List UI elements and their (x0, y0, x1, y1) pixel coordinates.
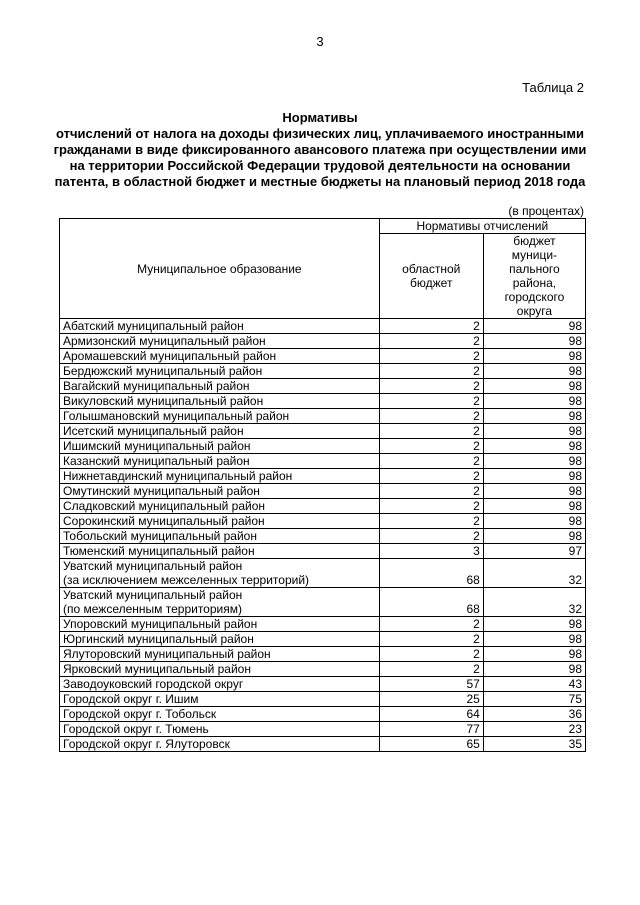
local-value: 32 (483, 588, 585, 617)
table-row (60, 737, 586, 752)
page-number: 3 (316, 34, 324, 49)
regional-value: 2 (379, 469, 483, 484)
local-value: 98 (483, 662, 585, 677)
table-row (60, 559, 586, 588)
local-value: 98 (483, 529, 585, 544)
regional-value: 2 (379, 484, 483, 499)
regional-value: 2 (379, 617, 483, 632)
table-row (60, 588, 586, 617)
table-row (60, 349, 586, 364)
title-line: патента, в областной бюджет и местные бюджеты на плановый период 2018 года (54, 174, 586, 189)
local-value: 98 (483, 349, 585, 364)
header-text: округа (516, 304, 553, 318)
municipality-name: Юргинский муниципальный район (60, 632, 380, 647)
local-value: 43 (483, 677, 585, 692)
local-value: 98 (483, 617, 585, 632)
local-value: 98 (483, 319, 585, 334)
header-regional-budget (379, 234, 483, 319)
municipality-name: Голышмановский муниципальный район (60, 409, 380, 424)
header-text: района, (512, 276, 557, 290)
table-row (60, 647, 586, 662)
table-row (60, 514, 586, 529)
local-value: 98 (483, 394, 585, 409)
table-row (60, 484, 586, 499)
local-value: 98 (483, 364, 585, 379)
regional-value: 64 (379, 707, 483, 722)
municipality-name: Викуловский муниципальный район (60, 394, 380, 409)
table-row (60, 617, 586, 632)
municipality-name: Заводоуковский городской округ (60, 677, 380, 692)
table-row (60, 469, 586, 484)
municipality-name: Армизонский муниципальный район (60, 334, 380, 349)
local-value: 98 (483, 379, 585, 394)
local-value: 36 (483, 707, 585, 722)
municipality-name: Городской округ г. Тобольск (60, 707, 380, 722)
regional-value: 2 (379, 319, 483, 334)
header-text: пального (509, 262, 560, 276)
local-value: 98 (483, 647, 585, 662)
local-value: 32 (483, 559, 585, 588)
name-line: Уватский муниципальный район (63, 588, 243, 602)
table-row (60, 409, 586, 424)
table-row (60, 499, 586, 514)
table-row (60, 394, 586, 409)
municipality-name: Городской округ г. Ялуторовск (60, 737, 380, 752)
header-text: городского (504, 290, 565, 304)
regional-value: 2 (379, 394, 483, 409)
local-value: 23 (483, 722, 585, 737)
municipality-name: Городской округ г. Ишим (60, 692, 380, 707)
table-row (60, 379, 586, 394)
local-value: 98 (483, 484, 585, 499)
regional-value: 68 (379, 588, 483, 617)
regional-value: 25 (379, 692, 483, 707)
municipality-name: Вагайский муниципальный район (60, 379, 380, 394)
header-text: муници- (511, 248, 558, 262)
regional-value: 3 (379, 544, 483, 559)
municipality-name: Бердюжский муниципальный район (60, 364, 380, 379)
name-line: Уватский муниципальный район (63, 559, 243, 573)
table-row (60, 662, 586, 677)
units-note: (в процентах) (508, 204, 584, 218)
municipality-name: Тобольский муниципальный район (60, 529, 380, 544)
municipality-name (60, 588, 380, 617)
table-row (60, 632, 586, 647)
municipality-name: Омутинский муниципальный район (60, 484, 380, 499)
table-row (60, 439, 586, 454)
regional-value: 2 (379, 409, 483, 424)
municipality-name: Ялуторовский муниципальный район (60, 647, 380, 662)
local-value: 97 (483, 544, 585, 559)
header-municipality: Муниципальное образование (60, 219, 380, 319)
regional-value: 2 (379, 334, 483, 349)
local-value: 98 (483, 424, 585, 439)
header-group: Нормативы отчислений (379, 219, 585, 234)
local-value: 98 (483, 439, 585, 454)
title-line: гражданами в виде фиксированного авансового платежа при осуществлении ими (53, 142, 587, 157)
local-value: 98 (483, 409, 585, 424)
header-local-budget (483, 234, 585, 319)
municipality-name: Абатский муниципальный район (60, 319, 380, 334)
table-row (60, 454, 586, 469)
regional-value: 77 (379, 722, 483, 737)
municipality-name: Городской округ г. Тюмень (60, 722, 380, 737)
local-value: 98 (483, 334, 585, 349)
header-text: бюджет (513, 234, 556, 248)
regional-value: 2 (379, 632, 483, 647)
regional-value: 2 (379, 514, 483, 529)
local-value: 98 (483, 632, 585, 647)
table-row (60, 334, 586, 349)
municipality-name: Ишимский муниципальный район (60, 439, 380, 454)
title-line: отчислений от налога на доходы физических лиц, уплачиваемого иностранными (55, 126, 585, 141)
regional-value: 2 (379, 454, 483, 469)
table-row (60, 424, 586, 439)
regional-value: 2 (379, 499, 483, 514)
local-value: 35 (483, 737, 585, 752)
regional-value: 2 (379, 424, 483, 439)
table-row (60, 692, 586, 707)
table-row (60, 677, 586, 692)
norms-table (59, 218, 586, 752)
table-row (60, 707, 586, 722)
regional-value: 2 (379, 349, 483, 364)
regional-value: 2 (379, 647, 483, 662)
regional-value: 2 (379, 439, 483, 454)
local-value: 98 (483, 514, 585, 529)
local-value: 98 (483, 499, 585, 514)
table-row (60, 319, 586, 334)
municipality-name: Упоровский муниципальный район (60, 617, 380, 632)
municipality-name: Казанский муниципальный район (60, 454, 380, 469)
table-row (60, 722, 586, 737)
regional-value: 65 (379, 737, 483, 752)
title-line: на территории Российской Федерации трудовой деятельности на основании (69, 158, 571, 173)
local-value: 98 (483, 469, 585, 484)
municipality-name: Нижнетавдинский муниципальный район (60, 469, 380, 484)
municipality-name: Сладковский муниципальный район (60, 499, 380, 514)
name-line: (по межселенным территориям) (63, 602, 242, 616)
table-row (60, 544, 586, 559)
municipality-name: Ярковский муниципальный район (60, 662, 380, 677)
name-line: (за исключением межселенных территорий) (63, 573, 310, 587)
municipality-name (60, 559, 380, 588)
regional-value: 2 (379, 529, 483, 544)
municipality-name: Аромашевский муниципальный район (60, 349, 380, 364)
regional-value: 2 (379, 379, 483, 394)
table-label: Таблица 2 (522, 80, 584, 95)
header-text: бюджет (410, 276, 453, 290)
municipality-name: Сорокинский муниципальный район (60, 514, 380, 529)
municipality-name: Исетский муниципальный район (60, 424, 380, 439)
local-value: 98 (483, 454, 585, 469)
table-row (60, 364, 586, 379)
document-title (40, 110, 600, 190)
regional-value: 2 (379, 364, 483, 379)
local-value: 75 (483, 692, 585, 707)
table-row (60, 529, 586, 544)
municipality-name: Тюменский муниципальный район (60, 544, 380, 559)
regional-value: 57 (379, 677, 483, 692)
regional-value: 68 (379, 559, 483, 588)
regional-value: 2 (379, 662, 483, 677)
title-line: Нормативы (282, 110, 358, 125)
header-text: областной (402, 262, 461, 276)
